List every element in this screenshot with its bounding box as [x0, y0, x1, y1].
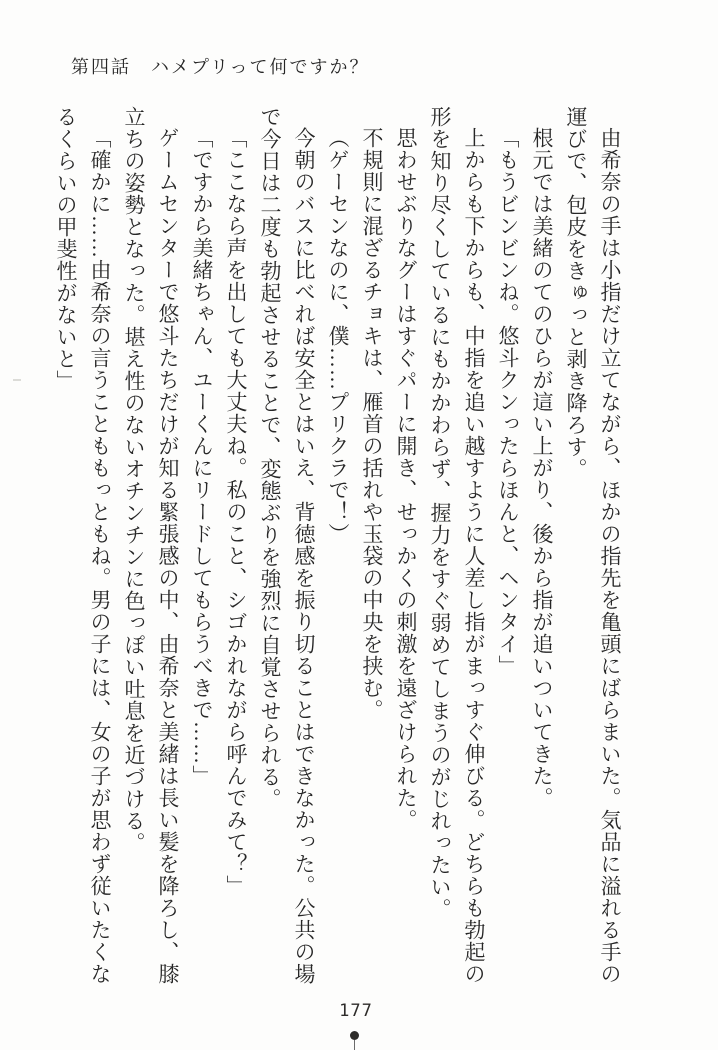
- paragraph: 由希奈の手は小指だけ立てながら、ほかの指先を亀頭にばらまいた。気品に溢れる手の運びで、包皮をきゅっと剥き降ろす。: [564, 106, 622, 985]
- paragraph: （ゲーセンなのに、僕……プリクラで！）: [326, 127, 350, 545]
- page-edge-mark: [13, 379, 21, 381]
- paragraph: 「ですから美緒ちゃん、ユーくんにリードしてもらうべきで……」: [190, 127, 214, 787]
- paragraph: 今朝のバスに比べれば安全とはいえ、背徳感を振り切ることはできなかった。公共の場で今日は二度も勃起させることで、変態ぶりを強烈に自覚させられる。: [258, 106, 316, 985]
- paragraph: 根元では美緒のてのひらが這い上がり、後から指が追いついてきた。: [530, 127, 554, 809]
- page-number: 177: [339, 1001, 373, 1021]
- paragraph: 上からも下からも、中指を追い越すように人差し指がまっすぐ伸びる。どちらも勃起の形を知り尽くしているにもかかわらず、握力をすぐ弱めてしまうのがじれったい。: [428, 106, 486, 985]
- paragraph: 不規則に混ざるチョキは、雁首の括れや玉袋の中央を挟む。: [360, 127, 384, 721]
- chapter-header: 第四話 ハメプリって何ですか？: [71, 57, 370, 77]
- body-text: [49, 106, 627, 990]
- paragraph: 「もうビンビンね。悠斗クンったらほんと、ヘンタイ」: [496, 127, 520, 677]
- page-marker-icon: [350, 1031, 359, 1040]
- paragraph: 「ここなら声を出しても大丈夫ね。私のこと、シゴかれながら呼んでみて？」: [224, 127, 248, 897]
- paragraph: ゲームセンターで悠斗たちだけが知る緊張感の中、由希奈と美緒は長い髪を降ろし、膝立ちの姿勢となった。堪え性のないオチンチンに色っぽい吐息を近づける。: [122, 106, 180, 985]
- paragraph: 思わせぶりなグーはすぐパーに開き、せっかくの刺激を遠ざけられた。: [394, 127, 418, 831]
- paragraph: 「確かに……由希奈の言うことももっともね。男の子には、女の子が思わず従いたくなるくらいの甲斐性がないと」: [54, 106, 112, 985]
